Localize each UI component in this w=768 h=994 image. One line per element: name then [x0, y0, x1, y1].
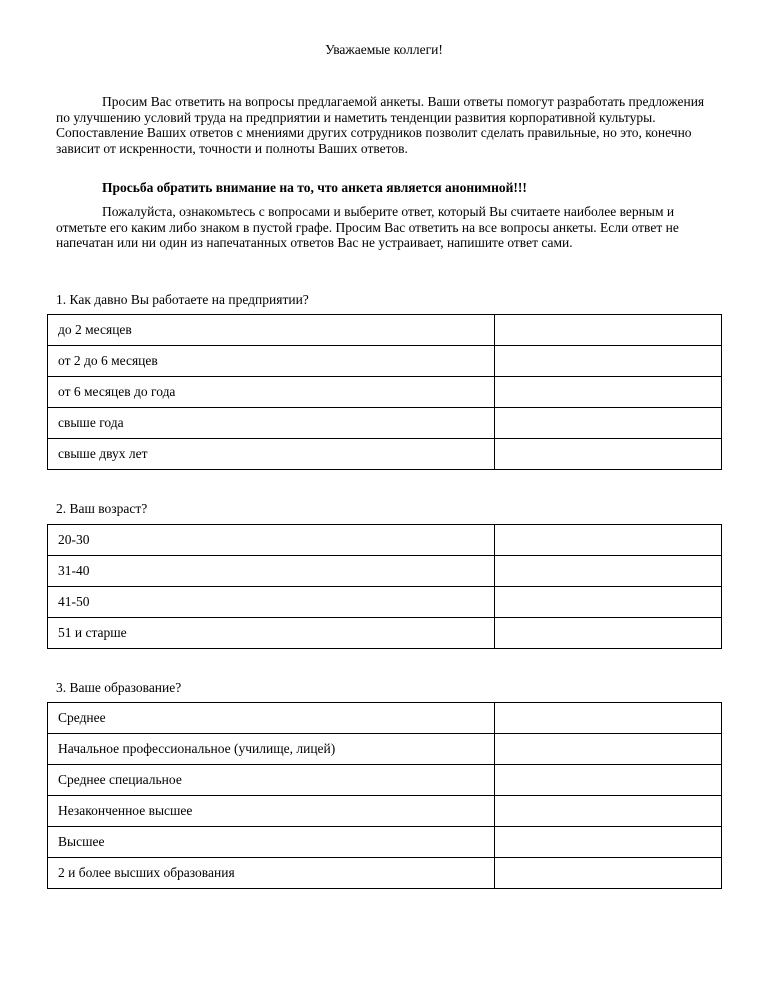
answer-option: от 2 до 6 месяцев	[48, 346, 495, 377]
answer-option: до 2 месяцев	[48, 315, 495, 346]
question-1-title: 1. Как давно Вы работаете на предприятии?	[56, 292, 309, 307]
table-row	[48, 796, 722, 827]
answer-option: от 6 месяцев до года	[48, 377, 495, 408]
answer-mark-cell[interactable]	[495, 765, 722, 796]
table-row	[48, 346, 722, 377]
table-row	[48, 439, 722, 470]
intro-paragraph: Просим Вас ответить на вопросы предлагаемой анкеты. Ваши ответы помогут разработать предложения по улучшению условий труда на предприятии и наметить тенденции развития корпоративной культуры. Сопоставление Ваших ответов с мнениями других сотрудников позволит сделать правильные, но это, конечно зависит от искренности, точности и полноты Ваших ответов.	[56, 94, 705, 156]
instructions-paragraph: Пожалуйста, ознакомьтесь с вопросами и выберите ответ, который Вы считаете наиболее верным и отметьте его каким либо знаком в пустой графе. Просим Вас ответить на все вопросы анкеты. Если ответ не напечатан или ни один из напечатанных ответов Вас не устраивает, напишите ответ сами.	[56, 204, 679, 250]
answer-mark-cell[interactable]	[495, 315, 722, 346]
answer-mark-cell[interactable]	[495, 346, 722, 377]
question-3-title: 3. Ваше образование?	[56, 680, 182, 695]
table-row	[48, 703, 722, 734]
answer-mark-cell[interactable]	[495, 618, 722, 649]
answer-option: 20-30	[48, 525, 495, 556]
question-1-table	[47, 314, 722, 470]
answer-mark-cell[interactable]	[495, 439, 722, 470]
answer-mark-cell[interactable]	[495, 858, 722, 889]
question-2-table	[47, 524, 722, 649]
answer-mark-cell[interactable]	[495, 587, 722, 618]
answer-option: Среднее	[48, 703, 495, 734]
answer-mark-cell[interactable]	[495, 556, 722, 587]
table-row	[48, 556, 722, 587]
table-row	[48, 858, 722, 889]
answer-option: 2 и более высших образования	[48, 858, 495, 889]
table-row	[48, 377, 722, 408]
table-row	[48, 525, 722, 556]
answer-mark-cell[interactable]	[495, 827, 722, 858]
answer-mark-cell[interactable]	[495, 703, 722, 734]
answer-option: 41-50	[48, 587, 495, 618]
greeting-heading: Уважаемые коллеги!	[325, 42, 443, 57]
table-row	[48, 765, 722, 796]
answer-mark-cell[interactable]	[495, 796, 722, 827]
anonymity-notice: Просьба обратить внимание на то, что анкета является анонимной!!!	[102, 180, 527, 195]
table-row	[48, 408, 722, 439]
answer-option: Высшее	[48, 827, 495, 858]
answer-option: Начальное профессиональное (училище, лицей)	[48, 734, 495, 765]
answer-option: свыше двух лет	[48, 439, 495, 470]
table-row	[48, 315, 722, 346]
table-row	[48, 734, 722, 765]
answer-option: Незаконченное высшее	[48, 796, 495, 827]
answer-option: свыше года	[48, 408, 495, 439]
question-2-title: 2. Ваш возраст?	[56, 501, 148, 516]
table-row	[48, 587, 722, 618]
answer-option: 51 и старше	[48, 618, 495, 649]
answer-option: 31-40	[48, 556, 495, 587]
table-row	[48, 618, 722, 649]
answer-option: Среднее специальное	[48, 765, 495, 796]
question-3-table	[47, 702, 722, 889]
answer-mark-cell[interactable]	[495, 377, 722, 408]
answer-mark-cell[interactable]	[495, 734, 722, 765]
answer-mark-cell[interactable]	[495, 408, 722, 439]
answer-mark-cell[interactable]	[495, 525, 722, 556]
table-row	[48, 827, 722, 858]
